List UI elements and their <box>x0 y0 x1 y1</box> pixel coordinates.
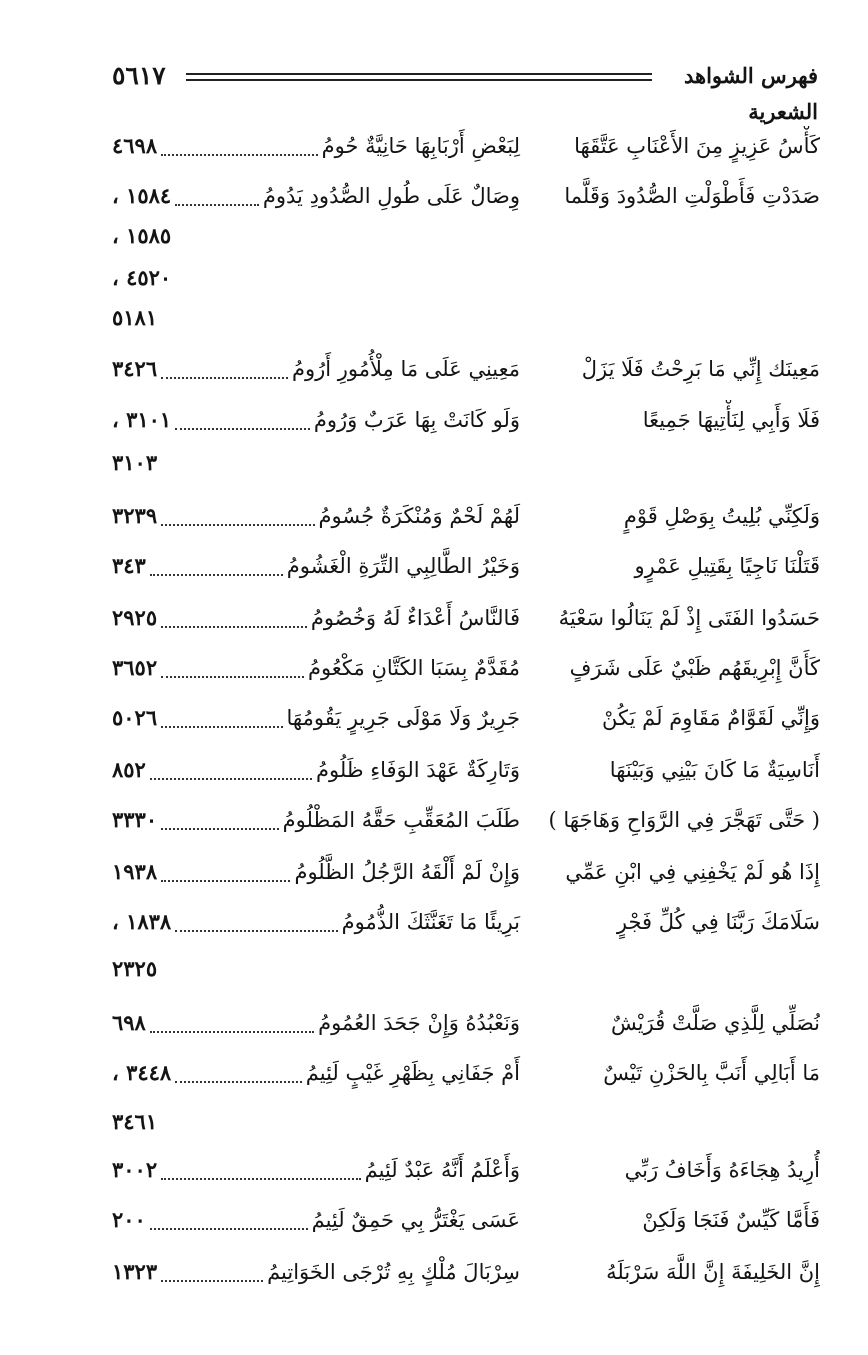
first-hemistich: مَا أَبَالِي أَنَبَّ بِالحَزْنِ تَيْسٌ <box>603 1061 820 1085</box>
second-hemistich: لِبَعْضِ أَرْبَابِهَا حَانِيَّةٌ حُومُ <box>321 134 520 158</box>
verse-entry <box>0 1252 868 1292</box>
first-hemistich: سَلَامَكَ رَبَّنَا فِي كُلِّ فَجْرٍ <box>616 910 820 934</box>
dot-leader <box>175 427 310 430</box>
page-header <box>112 58 818 124</box>
dot-leader <box>150 1030 314 1033</box>
page-reference: ١٨٣٨ ، <box>112 909 172 934</box>
dot-leader <box>175 203 259 206</box>
dot-leader <box>161 523 314 526</box>
second-hemistich: وَأَعْلَمُ أَنَّهُ عَبْدٌ لَئِيمُ <box>364 1158 520 1182</box>
page-reference: ٢٠٠ <box>112 1207 146 1232</box>
page-reference: ٣١٠١ ، <box>112 407 172 432</box>
second-hemistich-line <box>112 176 520 216</box>
second-hemistich: بَرِيئًا مَا تَغَنَّثَكَ الذُّمُومُ <box>341 910 520 934</box>
verse-entry <box>0 648 868 688</box>
page-reference: ٦٩٨ <box>112 1010 146 1035</box>
page-reference-continuation: ٥١٨١ <box>112 305 158 330</box>
page-reference: ٤٦٩٨ <box>112 133 158 158</box>
second-hemistich-line <box>112 1252 520 1292</box>
second-hemistich-line <box>112 126 520 166</box>
first-hemistich: قَتَلْنَا نَاجِيًا بِقَتِيلِ عَمْرٍو <box>634 554 820 578</box>
verse-entry <box>0 698 868 738</box>
verse-entry <box>0 126 868 166</box>
page-number: ٥٦١٧ <box>112 61 166 90</box>
page-reference: ٣٤٤٨ ، <box>112 1060 172 1085</box>
page-reference: ١٣٢٣ <box>112 1259 158 1284</box>
first-hemistich: فَلَا وَأَبِي لِنَأْتِيهَا جَمِيعًا <box>642 408 820 432</box>
second-hemistich-line <box>112 1053 520 1093</box>
second-hemistich-line <box>112 1150 520 1190</box>
page-reference-continuation: ٢٣٢٥ <box>112 956 158 981</box>
second-hemistich: أَمْ جَفَانِي بِظَهْرِ غَيْبٍ لَئِيمُ <box>305 1061 520 1085</box>
verse-entry <box>0 902 868 942</box>
verse-entry <box>0 176 868 216</box>
dot-leader <box>161 376 288 379</box>
second-hemistich: وَإِنْ لَمْ أَلْقَهُ الرَّجُلُ الظَّلُومُ <box>294 860 520 884</box>
first-hemistich: أُرِيدُ هِجَاءَهُ وَأَخَافُ رَبِّي <box>624 1158 820 1182</box>
second-hemistich-line <box>112 400 520 440</box>
second-hemistich-line <box>112 698 520 738</box>
second-hemistich-line <box>112 852 520 892</box>
second-hemistich-line <box>112 1200 520 1240</box>
first-hemistich: نُصَلِّي لِلَّذِي صَلَّتْ قُرَيْشٌ <box>611 1011 820 1035</box>
page-reference-continuation: ٣٤٦١ <box>112 1109 158 1134</box>
second-hemistich-line <box>112 1003 520 1043</box>
second-hemistich: جَرِيرٌ وَلَا مَوْلَى جَرِيرٍ يَقُومُهَا <box>286 706 520 730</box>
second-hemistich: وِصَالٌ عَلَى طُولِ الصُّدُودِ يَدُومُ <box>262 184 520 208</box>
verse-entry <box>0 598 868 638</box>
dot-leader <box>175 929 337 932</box>
second-hemistich: عَسَى يَغْتَرُّ بِي حَمِقٌ لَئِيمُ <box>311 1208 520 1232</box>
page-reference: ٣٠٠٢ <box>112 1157 158 1182</box>
first-hemistich: فَأَمَّا كَيِّسٌ فَنَجَا وَلَكِنْ <box>642 1208 820 1232</box>
second-hemistich-line <box>112 648 520 688</box>
page-reference-continuation: ٤٥٢٠ ، <box>112 265 172 290</box>
second-hemistich-line <box>112 750 520 790</box>
second-hemistich: وَلَو كَانَتْ بِهَا عَرَبٌ وَرُومُ <box>313 408 520 432</box>
page-title: فهرس الشواهد الشعرية <box>684 63 818 124</box>
dot-leader <box>161 1177 361 1180</box>
dot-leader <box>161 625 307 628</box>
verse-entry <box>0 800 868 840</box>
first-hemistich: كَأَنَّ إِبْرِيقَهُم ظَبْيٌ عَلَى شَرَفٍ <box>569 656 820 680</box>
page-reference: ٣٣٣٠ <box>112 807 158 832</box>
first-hemistich: صَدَدْتِ فَأَطْوَلْتِ الصُّدُودَ وَقَلَّما <box>564 184 820 208</box>
dot-leader <box>150 573 283 576</box>
second-hemistich-line <box>112 349 520 389</box>
dot-leader <box>150 1227 308 1230</box>
second-hemistich-line <box>112 800 520 840</box>
page-reference: ٨٥٢ <box>112 757 146 782</box>
verse-entry <box>0 1150 868 1190</box>
second-hemistich-line <box>112 902 520 942</box>
page-reference-continuation: ١٥٨٥ ، <box>112 223 172 248</box>
second-hemistich: وَنَعْبُدُهُ وَإِنْ جَحَدَ العُمُومُ <box>318 1011 520 1035</box>
page-reference: ٣٤٢٦ <box>112 356 158 381</box>
dot-leader <box>161 879 290 882</box>
verse-entry <box>0 1053 868 1093</box>
second-hemistich-line <box>112 546 520 586</box>
second-hemistich: طَلَبَ المُعَقِّبِ حَقَّهُ المَظْلُومُ <box>282 808 520 832</box>
header-rule <box>186 73 652 75</box>
page-reference: ٥٠٢٦ <box>112 705 158 730</box>
header-rule <box>186 79 652 81</box>
first-hemistich: إِذَا هُو لَمْ يَخْفِنِي فِي ابْنِ عَمِّي <box>565 860 820 884</box>
second-hemistich: لَهُمْ لَحْمٌ وَمُنْكَرَةٌ جُسُومُ <box>318 504 520 528</box>
first-hemistich: وَإِنِّي لَقَوَّامٌ مَقَاوِمَ لَمْ يَكُنْ <box>602 706 820 730</box>
dot-leader <box>175 1080 302 1083</box>
first-hemistich: وَلَكِنِّي بُلِيتُ بِوَصْلِ قَوْمٍ <box>623 504 820 528</box>
first-hemistich: مَعِينَك إِنِّي مَا بَرِحْتُ فَلَا يَزَلْ <box>581 357 820 381</box>
page-reference: ٣٢٣٩ <box>112 503 158 528</box>
page-reference: ٣٤٣ <box>112 553 146 578</box>
second-hemistich: وَخَيْرُ الطَّالِبِي التِّرَةِ الْغَشُومُ <box>286 554 520 578</box>
second-hemistich: مُقَدَّمٌ بِسَبَا الكَتَّانِ مَكْعُومُ <box>307 656 520 680</box>
first-hemistich: حَسَدُوا الفَتَى إِذْ لَمْ يَنَالُوا سَعْيَهُ <box>558 606 820 630</box>
first-hemistich: إِنَّ الخَلِيفَةَ إِنَّ اللَّهَ سَرْبَلَهُ <box>606 1260 820 1284</box>
dot-leader <box>161 153 317 156</box>
verse-entry <box>0 1003 868 1043</box>
page-reference: ٢٩٢٥ <box>112 605 158 630</box>
first-hemistich: ( حَتَّى تَهَجَّرَ فِي الرَّوَاحِ وَهَاجَهَا ) <box>548 808 820 832</box>
verse-entry <box>0 1200 868 1240</box>
page-reference: ١٩٣٨ <box>112 859 158 884</box>
dot-leader <box>161 725 282 728</box>
page-reference-continuation: ٣١٠٣ <box>112 450 158 475</box>
first-hemistich: كَأْسُ عَزِيزٍ مِنَ الأَعْنَابِ عَتَّقَهَا <box>574 134 820 158</box>
verse-entry <box>0 750 868 790</box>
dot-leader <box>161 675 304 678</box>
verse-entry <box>0 349 868 389</box>
second-hemistich: مَعِينِي عَلَى مَا مِلْأُمُورِ أَرُومُ <box>291 357 520 381</box>
second-hemistich-line <box>112 598 520 638</box>
second-hemistich: فَالنَّاسُ أَعْدَاءٌ لَهُ وَخُصُومُ <box>310 606 520 630</box>
second-hemistich: سِرْبَالَ مُلْكٍ بِهِ تُرْجَى الخَوَاتِيمُ <box>267 1260 520 1284</box>
first-hemistich: أَنَاسِيَةٌ مَا كَانَ بَيْنِي وَبَيْنَهَا <box>609 758 820 782</box>
verse-entry <box>0 852 868 892</box>
page-reference: ٣٦٥٢ <box>112 655 158 680</box>
verse-entry <box>0 546 868 586</box>
second-hemistich: وَتَارِكَةٌ عَهْدَ الوَفَاءِ ظَلُومُ <box>316 758 520 782</box>
verse-entry <box>0 496 868 536</box>
dot-leader <box>150 777 312 780</box>
second-hemistich-line <box>112 496 520 536</box>
page-reference: ١٥٨٤ ، <box>112 183 172 208</box>
verse-entry <box>0 400 868 440</box>
dot-leader <box>161 1279 263 1282</box>
dot-leader <box>161 827 279 830</box>
